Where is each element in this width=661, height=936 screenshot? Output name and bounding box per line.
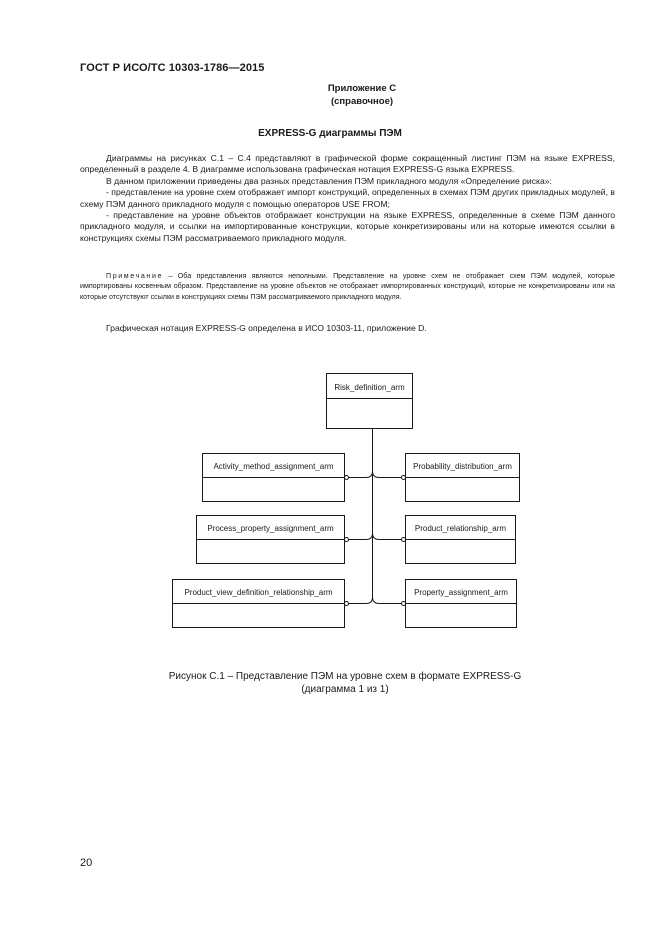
root-entity-label: Risk_definition_arm — [334, 383, 405, 392]
connector-end-circle — [402, 602, 406, 606]
connector-end-circle — [345, 602, 349, 606]
left-entity-label-1: Activity_method_assignment_arm — [213, 462, 334, 471]
right-entity-label-2: Product_relationship_arm — [414, 524, 507, 533]
right-entity-label-1: Probability_distribution_arm — [413, 462, 512, 471]
connector-left-1 — [348, 471, 373, 478]
connector-right-2 — [373, 533, 403, 540]
left-entity-label-3: Product_view_definition_relationship_arm — [184, 588, 333, 597]
right-entity-label-3: Property_assignment_arm — [414, 588, 508, 597]
connector-left-2 — [348, 533, 373, 540]
note-label: Примечание — [106, 272, 164, 280]
connector-end-circle — [345, 476, 349, 480]
caption-title: Рисунок С.1 – Представление ПЭМ на уровне схем в формате EXPRESS-G — [168, 671, 522, 682]
page-number: 20 — [80, 857, 93, 869]
connector-end-circle — [402, 538, 406, 542]
connector-curve — [366, 597, 373, 604]
connector-curve — [373, 597, 380, 604]
connector-end-circle — [345, 538, 349, 542]
caption-subtitle: (диаграмма 1 из 1) — [301, 684, 389, 695]
paragraph: Графическая нотация EXPRESS-G определена в ИСО 10303-11, приложение D. — [106, 323, 427, 333]
paragraph: - представление на уровне объектов отображает конструкции на языке EXPRESS, определенные в схеме ПЭМ данного прикладного модуля, и ссылки на импортированные конструкции, которые конкретизированы или на которые имеются ссылки в конструкциях схемы ПЭМ рассматриваемого прикладного модуля. — [80, 210, 615, 243]
section-title: EXPRESS-G диаграммы ПЭМ — [258, 128, 402, 139]
annex-title: Приложение С — [327, 83, 397, 94]
figure-caption — [130, 670, 560, 696]
note-text: – Оба представления являются неполными. Представление на уровне схем не отображает схем ПЭМ модулей, которые импортированы косвенным образом. Представление на уровне объектов не отображает импортированных конструкций, которые не конкретизированы или на которые отсутствуют ссылки в конструкциях схемы ПЭМ рассматриваемого прикладного модуля. — [80, 272, 615, 301]
left-entity-label-2: Process_property_assignment_arm — [207, 524, 334, 533]
paragraph: - представление на уровне схем отображает импорт конструкций, определенных в схемах ПЭМ других прикладных модулей, в схему ПЭМ данного прикладного модуля с помощью операторов USE FROM; — [80, 187, 615, 209]
paragraph: Диаграммы на рисунках С.1 – С.4 представляют в графической форме сокращенный листинг ПЭМ на языке EXPRESS, определенный в разделе 4. В диаграмме использована графическая нотация EXPRESS-G языка EXPRESS. — [80, 153, 615, 175]
connector-end-circle — [402, 476, 406, 480]
annex-subtitle: (справочное) — [330, 96, 394, 107]
root-entity-box — [327, 374, 413, 429]
connector-right-1 — [373, 471, 403, 478]
paragraph: В данном приложении приведены два разных представления ПЭМ прикладного модуля «Определение риска»: — [106, 175, 552, 186]
standard-header: ГОСТ Р ИСО/ТС 10303-1786—2015 — [80, 62, 265, 74]
